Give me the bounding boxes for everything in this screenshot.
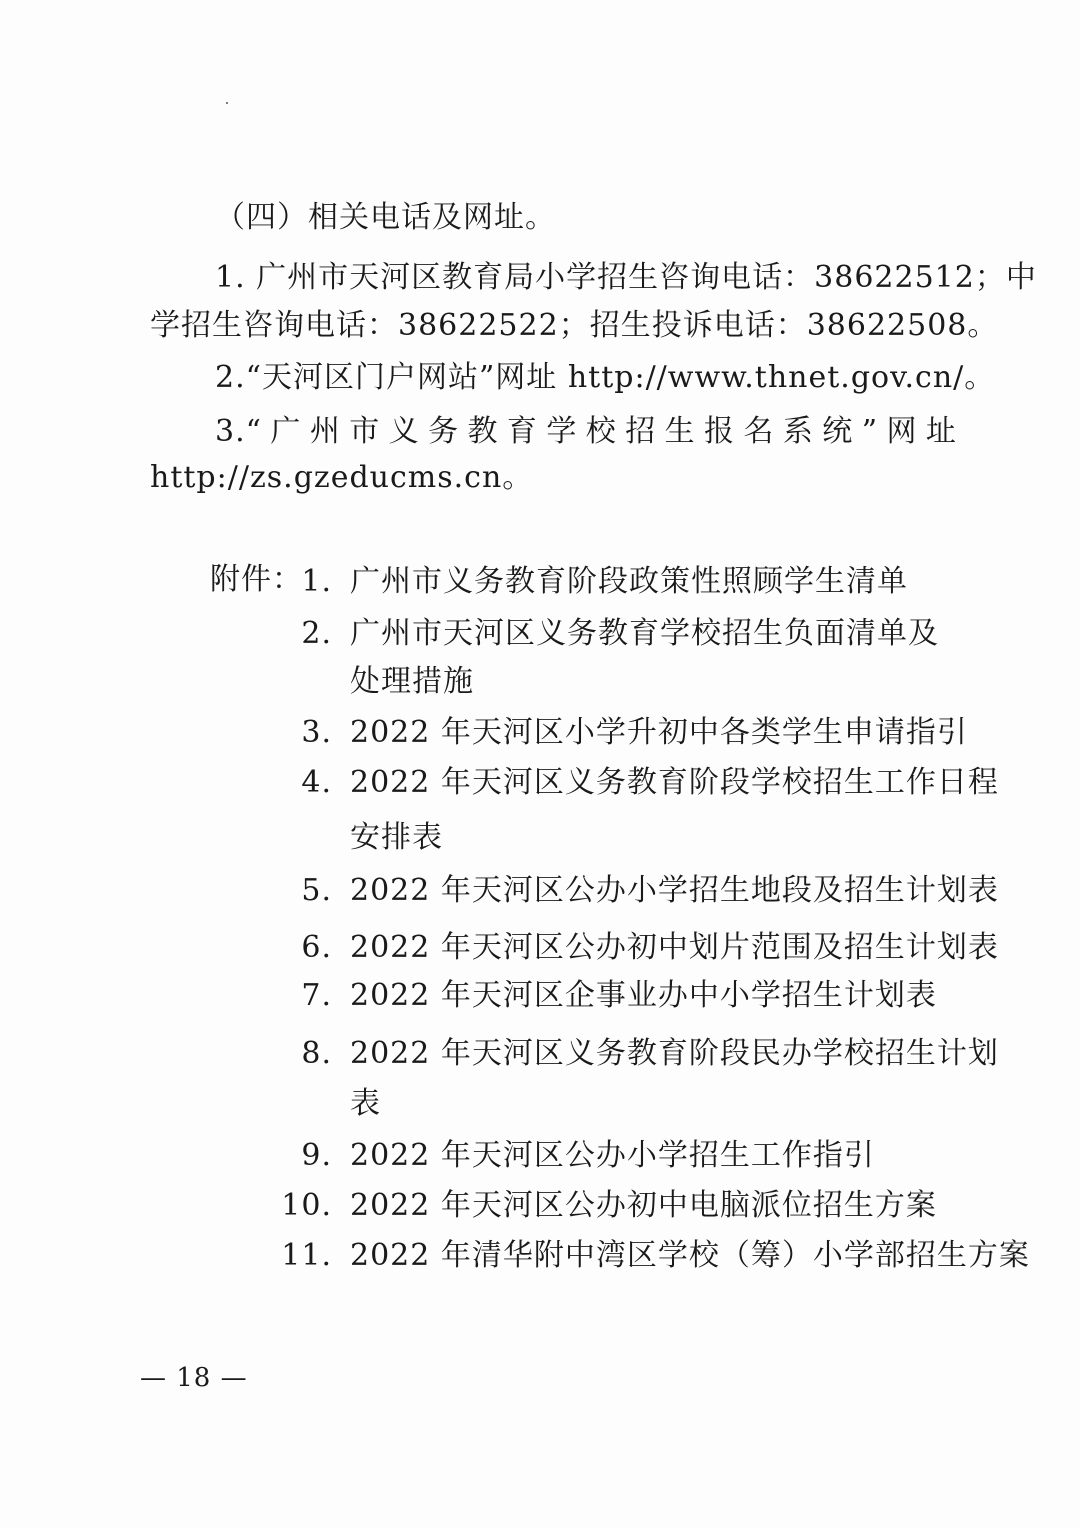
char: 学 xyxy=(546,414,578,449)
scan-speck xyxy=(226,102,228,104)
attachment-title: 2022 年天河区公办初中划片范围及招生计划表 xyxy=(350,930,999,965)
char: 网 xyxy=(886,414,918,449)
char: 生 xyxy=(664,414,696,449)
attachment-number: 5. xyxy=(301,873,332,908)
attachment-title: 2022 年天河区公办小学招生工作指引 xyxy=(350,1138,875,1173)
char: 校 xyxy=(585,414,617,449)
attachment-title: 广州市天河区义务教育学校招生负面清单及 xyxy=(350,616,939,651)
attachment-title: 广州市义务教育阶段政策性照顾学生清单 xyxy=(350,564,908,599)
attachments-label: 附件： xyxy=(210,562,303,597)
enrollment-system-url: http://zs.gzeducms.cn。 xyxy=(150,460,534,495)
char: 市 xyxy=(349,414,381,449)
page-number: — 18 — xyxy=(140,1363,248,1393)
char: 州 xyxy=(309,414,341,449)
district-portal-url: 2.“天河区门户网站”网址 http://www.thnet.gov.cn/。 xyxy=(215,360,996,395)
attachment-number: 3. xyxy=(301,715,332,750)
char: 招 xyxy=(625,414,657,449)
char: 育 xyxy=(506,414,538,449)
char: 统 xyxy=(822,414,854,449)
phone-line-1: 1. 广州市天河区教育局小学招生咨询电话：38622512；中 xyxy=(215,260,1037,295)
attachment-title-continuation: 处理措施 xyxy=(350,664,474,699)
attachment-title: 2022 年天河区公办初中电脑派位招生方案 xyxy=(350,1188,937,1223)
attachment-title: 2022 年天河区企事业办中小学招生计划表 xyxy=(350,978,937,1013)
attachment-number: 4. xyxy=(301,765,332,800)
char: ” xyxy=(861,414,879,449)
attachment-number: 10. xyxy=(281,1188,332,1223)
char: 址 xyxy=(925,414,957,449)
attachment-title-continuation: 表 xyxy=(350,1086,381,1121)
phone-line-2: 学招生咨询电话：38622522；招生投诉电话：38622508。 xyxy=(150,308,999,343)
attachment-number: 11. xyxy=(281,1238,332,1273)
attachment-title: 2022 年天河区义务教育阶段民办学校招生计划 xyxy=(350,1036,999,1071)
char: 名 xyxy=(743,414,775,449)
char: 义 xyxy=(388,414,420,449)
attachment-title: 2022 年清华附中湾区学校（筹）小学部招生方案 xyxy=(350,1238,1030,1273)
char: 系 xyxy=(782,414,814,449)
attachment-number: 8. xyxy=(301,1036,332,1071)
attachment-number: 1. xyxy=(301,564,332,599)
attachment-number: 2. xyxy=(301,616,332,651)
attachment-title: 2022 年天河区小学升初中各类学生申请指引 xyxy=(350,715,968,750)
char: 广 xyxy=(270,414,302,449)
char: 报 xyxy=(704,414,736,449)
char: 务 xyxy=(428,414,460,449)
attachment-title: 2022 年天河区义务教育阶段学校招生工作日程 xyxy=(350,765,999,800)
char: 教 xyxy=(467,414,499,449)
attachment-number: 6. xyxy=(301,930,332,965)
char: 3.“ xyxy=(215,414,262,449)
attachment-number: 7. xyxy=(301,978,332,1013)
section-heading: （四）相关电话及网址。 xyxy=(215,200,556,235)
attachment-title-continuation: 安排表 xyxy=(350,820,443,855)
enrollment-system-line xyxy=(215,412,957,452)
attachment-title: 2022 年天河区公办小学招生地段及招生计划表 xyxy=(350,873,999,908)
attachment-number: 9. xyxy=(301,1138,332,1173)
